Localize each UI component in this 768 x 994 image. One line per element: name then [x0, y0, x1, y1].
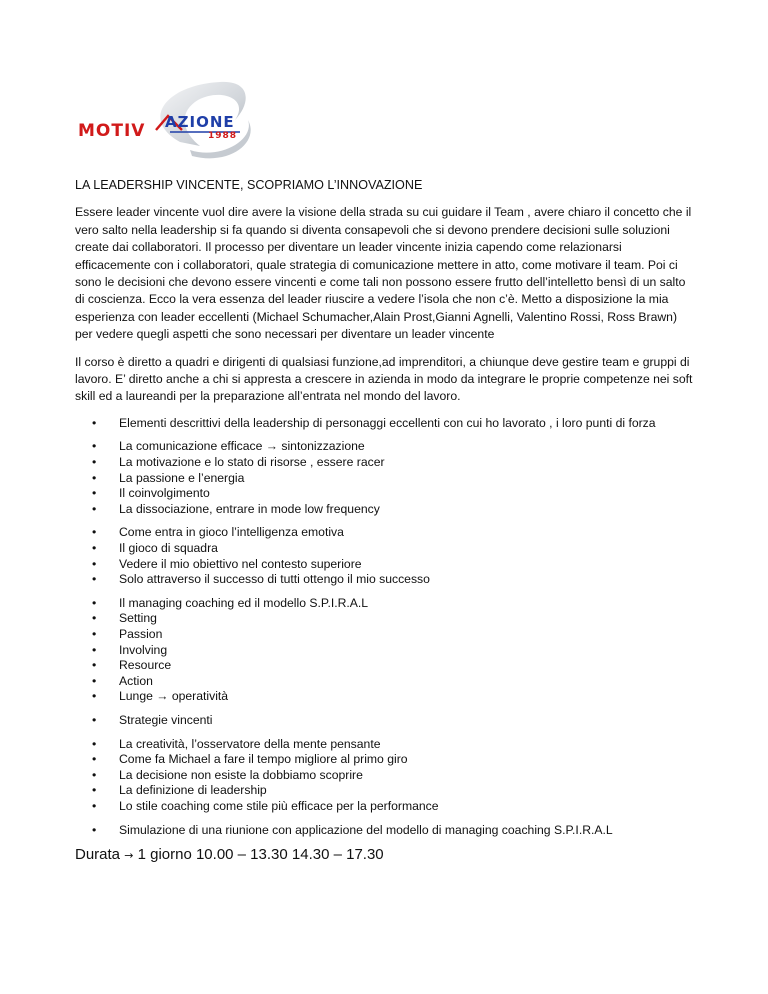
list-item: • Il coinvolgimento	[75, 486, 695, 502]
list-item: • Il managing coaching ed il modello S.P.I.R.A.L	[75, 596, 695, 612]
bullet-lists	[75, 416, 695, 838]
audience-paragraph: Il corso è diretto a quadri e dirigenti di qualsiasi funzione,ad imprenditori, a chiunque deve gestire team e gruppi di lavoro. E’ diretto anche a chi si appresta a crescere in azienda in modo da integrare le proprie competenze nei soft skill ed a laureandi per la preparazione all’entrata nel mondo del lavoro.	[75, 354, 693, 404]
list-item: • Setting	[75, 611, 695, 627]
list-item: • La comunicazione efficace → sintonizzazione	[75, 439, 695, 455]
logo-year: 1988	[208, 131, 238, 141]
durata-label: Durata	[75, 846, 121, 864]
durata-line	[75, 846, 695, 864]
list-item: • Come fa Michael a fare il tempo migliore al primo giro	[75, 752, 695, 768]
motivazione-logo	[70, 80, 270, 170]
list-item: • La dissociazione, entrare in mode low frequency	[75, 502, 695, 518]
intro-paragraph: Essere leader vincente vuol dire avere la visione della strada su cui guidare il Team , avere chiaro il concetto che il vero salto nella leadership si fa quando si diventa consapevoli che si devono prendere decisioni sulle soluzioni create dai collaboratori. Il processo per diventare un leader vincente inizia capendo come relazionarsi efficacemente con i collaboratori, quale strategia di comunicazione mettere in atto, come motivare il team. Poi ci sono le decisioni che devono essere vincenti e come tali non possono essere frutto dell’intelletto bensì di un salto di coscienza. Ecco la vera essenza del leader riuscire a vedere l’isola che non c’è. Metto a disposizione la mia esperienza con leader eccellenti (Michael Schumacher,Alain Prost,Gianni Agnelli, Valentino Rossi, Ross Brawn) per vedere quegli aspetti che sono necessari per diventare un leader vincente	[75, 205, 692, 342]
bullet-list	[75, 416, 695, 432]
list-item: • Simulazione di una riunione con applicazione del modello di managing coaching S.P.I.R.A.L	[75, 823, 695, 839]
list-item: • Lunge → operatività	[75, 689, 695, 705]
list-item: • Elementi descrittivi della leadership di personaggi eccellenti con cui ho lavorato , i loro punti di forza	[75, 416, 695, 432]
list-item: • La passione e l’energia	[75, 471, 695, 487]
bullet-list	[75, 596, 695, 705]
arrow-right-icon: →	[124, 849, 134, 863]
list-item: • Action	[75, 674, 695, 690]
document-title: LA LEADERSHIP VINCENTE, SCOPRIAMO L’INNOVAZIONE	[75, 178, 423, 192]
list-item: • Solo attraverso il successo di tutti ottengo il mio successo	[75, 572, 695, 588]
list-item: • Involving	[75, 643, 695, 659]
durata-value: 1 giorno 10.00 – 13.30 14.30 – 17.30	[137, 846, 384, 864]
document-body	[75, 177, 695, 865]
list-item: • La motivazione e lo stato di risorse , essere racer	[75, 455, 695, 471]
logo-text-azione: AZIONE	[165, 113, 235, 131]
logo-text-motiv: MOTIV	[78, 121, 146, 141]
bullet-list	[75, 439, 695, 517]
bullet-list	[75, 737, 695, 815]
list-item: • Resource	[75, 658, 695, 674]
list-item: • Come entra in gioco l’intelligenza emotiva	[75, 525, 695, 541]
list-item: • La definizione di leadership	[75, 783, 695, 799]
list-item: • Strategie vincenti	[75, 713, 695, 729]
bullet-list	[75, 525, 695, 587]
list-item: • Vedere il mio obiettivo nel contesto superiore	[75, 557, 695, 573]
list-item: • Passion	[75, 627, 695, 643]
list-item: • La creatività, l’osservatore della mente pensante	[75, 737, 695, 753]
bullet-list	[75, 823, 695, 839]
list-item: • La decisione non esiste la dobbiamo scoprire	[75, 768, 695, 784]
bullet-list	[75, 713, 695, 729]
list-item: • Il gioco di squadra	[75, 541, 695, 557]
list-item: • Lo stile coaching come stile più efficace per la performance	[75, 799, 695, 815]
